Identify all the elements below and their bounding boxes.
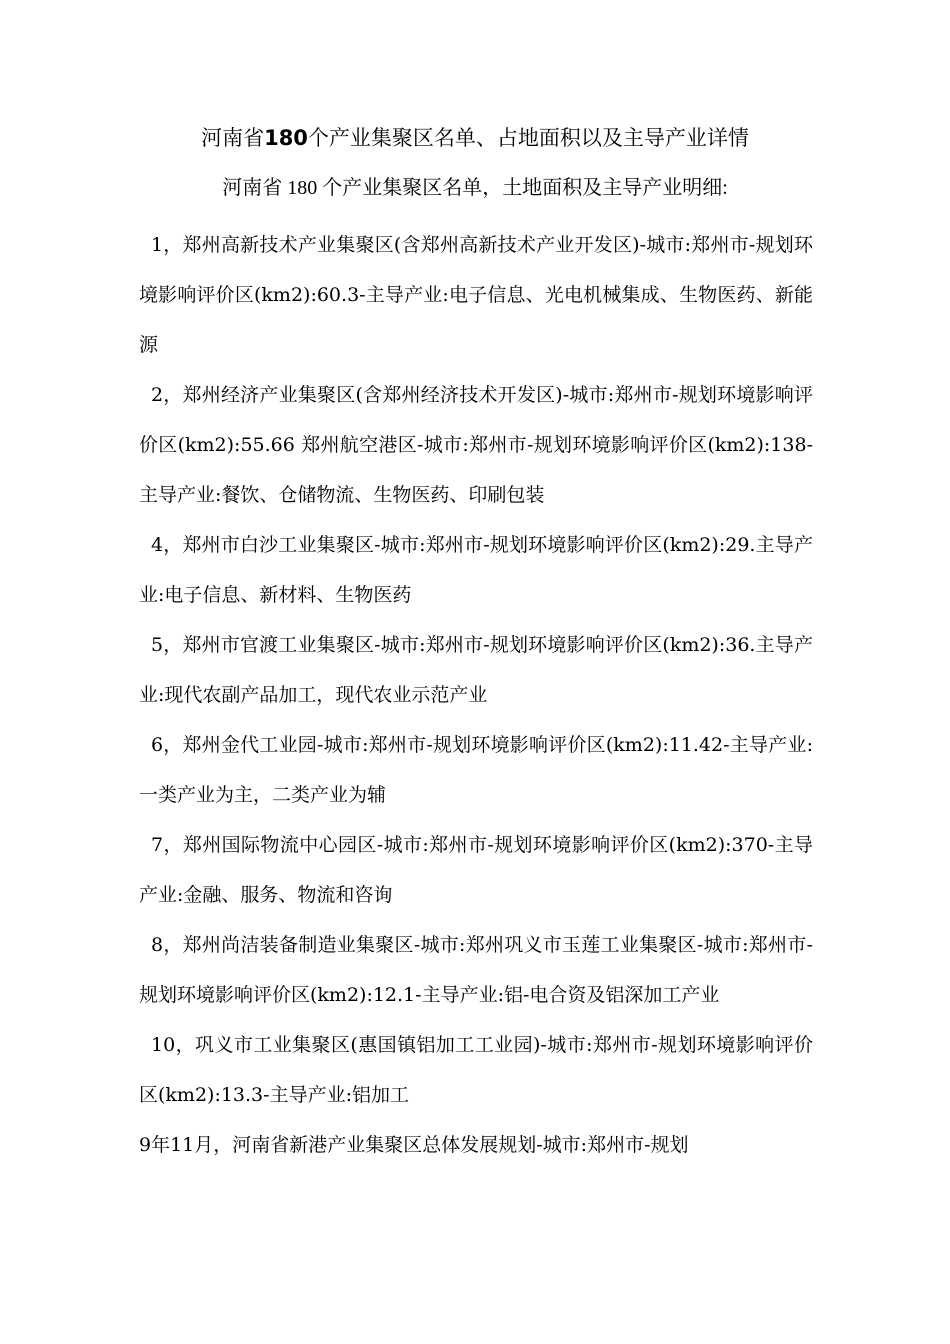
- paragraph-item-4: 4，郑州市白沙工业集聚区-城市:郑州市-规划环境影响评价区(km2):29.主导产业:电子信息、新材料、生物医药: [139, 534, 813, 606]
- document-body: [139, 220, 813, 1170]
- paragraph-item-5: 5，郑州市官渡工业集聚区-城市:郑州市-规划环境影响评价区(km2):36.主导产业:现代农副产品加工，现代农业示范产业: [139, 634, 813, 706]
- title-suffix: 个产业集聚区名单、占地面积以及主导产业详情: [307, 126, 749, 150]
- document-subtitle: 河南省 180 个产业集聚区名单，土地面积及主导产业明细:: [222, 177, 728, 199]
- paragraph-item-1: 1，郑州高新技术产业集聚区(含郑州高新技术产业开发区)-城市:郑州市-规划环境影响评价区(km2):60.3-主导产业:电子信息、光电机械集成、生物医药、新能源: [139, 234, 813, 356]
- paragraph-item-8: 8，郑州尚洁装备制造业集聚区-城市:郑州巩义市玉莲工业集聚区-城市:郑州市-规划环境影响评价区(km2):12.1-主导产业:铝-电合资及铝深加工产业: [139, 934, 813, 1006]
- paragraph-item-7: 7，郑州国际物流中心园区-城市:郑州市-规划环境影响评价区(km2):370-主导产业:金融、服务、物流和咨询: [139, 834, 813, 906]
- paragraph-item-last: 9年11月，河南省新港产业集聚区总体发展规划-城市:郑州市-规划: [139, 1134, 689, 1156]
- title-prefix: 河南省: [201, 126, 265, 150]
- document-title: [120, 122, 830, 154]
- title-number: 180: [264, 126, 308, 150]
- paragraph-item-6: 6，郑州金代工业园-城市:郑州市-规划环境影响评价区(km2):11.42-主导产业:一类产业为主，二类产业为辅: [139, 734, 813, 806]
- paragraph-item-10: 10，巩义市工业集聚区(惠国镇铝加工工业园)-城市:郑州市-规划环境影响评价区(km2):13.3-主导产业:铝加工: [139, 1034, 813, 1106]
- paragraph-item-2: 2，郑州经济产业集聚区(含郑州经济技术开发区)-城市:郑州市-规划环境影响评价区(km2):55.66 郑州航空港区-城市:郑州市-规划环境影响评价区(km2):138-主导产业:餐饮、仓储物流、生物医药、印刷包装: [139, 384, 813, 506]
